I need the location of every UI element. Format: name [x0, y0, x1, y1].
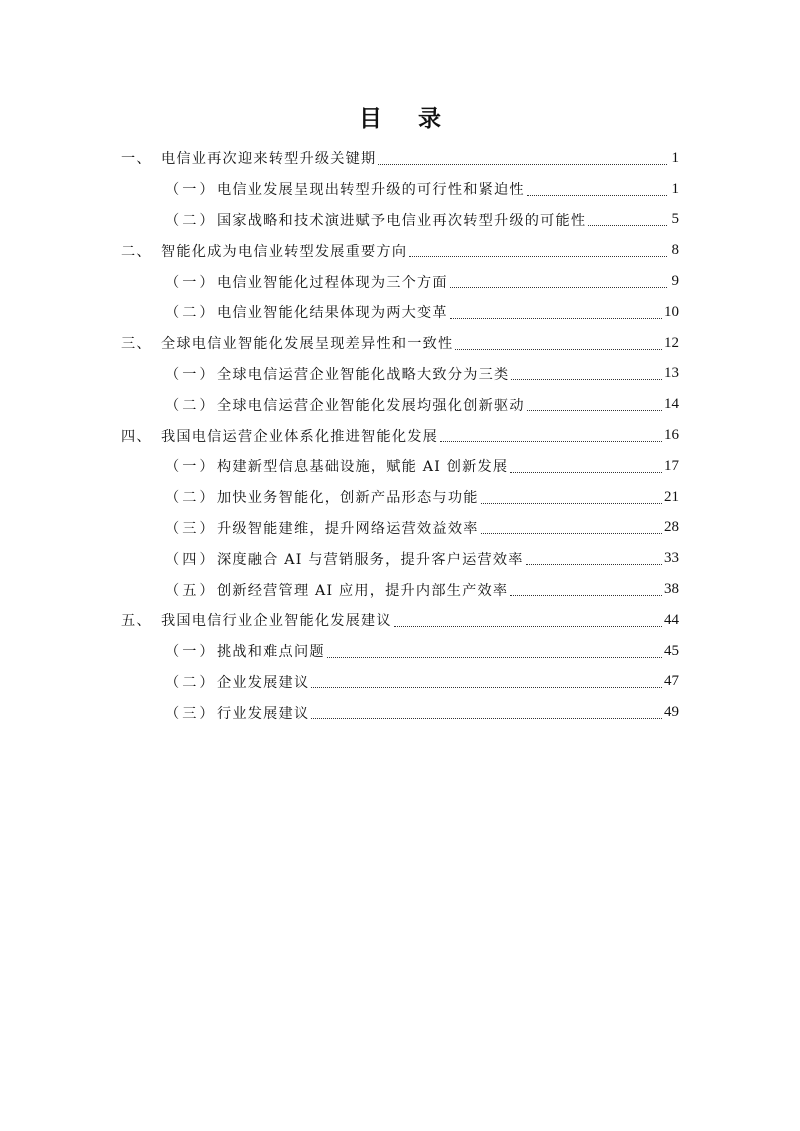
toc-entry-page-number: 28: [664, 519, 679, 536]
toc-title: 目 录: [358, 106, 455, 132]
toc-entry-page-number: 1: [671, 180, 679, 197]
dot-leader: [394, 625, 662, 627]
dot-leader: [526, 563, 662, 565]
toc-section-entry[interactable]: [0, 389, 800, 420]
toc-entry-number: （五）: [165, 582, 217, 599]
toc-section-entry[interactable]: [0, 697, 800, 728]
toc-entry-number: 一、: [121, 151, 152, 168]
toc-section-entry[interactable]: [0, 297, 800, 328]
toc-section-entry[interactable]: [0, 574, 800, 605]
toc-entry-page-number: 8: [671, 242, 679, 259]
dot-leader: [510, 471, 662, 473]
toc-entry-label: 电信业再次迎来转型升级关键期: [161, 151, 377, 168]
dot-leader: [481, 502, 662, 504]
toc-entry-label: 国家战略和技术演进赋予电信业再次转型升级的可能性: [217, 212, 587, 229]
toc-chapter-entry[interactable]: [0, 420, 800, 451]
toc-section-entry[interactable]: [0, 667, 800, 698]
toc-entry-page-number: 1: [671, 149, 679, 166]
toc-entry-page-number: 45: [664, 642, 679, 659]
toc-chapter-entry[interactable]: [0, 143, 800, 174]
toc-entry-number: （二）: [165, 397, 217, 414]
toc-chapter-entry[interactable]: [0, 328, 800, 359]
dot-leader: [510, 594, 662, 596]
toc-chapter-entry[interactable]: [0, 235, 800, 266]
toc-entry-number: （三）: [165, 705, 217, 722]
toc-entry-label: 智能化成为电信业转型发展重要方向: [161, 243, 408, 260]
toc-section-entry[interactable]: [0, 174, 800, 205]
toc-entry-page-number: 33: [664, 550, 679, 567]
toc-entry-page-number: 13: [664, 365, 679, 382]
toc-entry-number: （二）: [165, 674, 217, 691]
toc-entry-number: 四、: [121, 428, 152, 445]
toc-entry-page-number: 17: [664, 457, 679, 474]
dot-leader: [311, 717, 662, 719]
toc-section-entry[interactable]: [0, 543, 800, 574]
toc-entry-number: （一）: [165, 182, 217, 199]
toc-entry-page-number: 49: [664, 704, 679, 721]
toc-entry-label: 电信业发展呈现出转型升级的可行性和紧迫性: [217, 182, 525, 199]
dot-leader: [588, 224, 667, 226]
toc-chapter-entry[interactable]: [0, 605, 800, 636]
toc-entry-label: 创新经营管理 AI 应用，提升内部生产效率: [217, 582, 509, 599]
toc-section-entry[interactable]: [0, 205, 800, 236]
toc-entry-label: 电信业智能化结果体现为两大变革: [217, 305, 448, 322]
toc-section-entry[interactable]: [0, 266, 800, 297]
toc-entry-page-number: 38: [664, 581, 679, 598]
toc-entry-label: 全球电信业智能化发展呈现差异性和一致性: [161, 336, 454, 353]
dot-leader: [450, 317, 662, 319]
toc-entry-label: 全球电信运营企业智能化战略大致分为三类: [217, 366, 510, 383]
toc-entry-number: （三）: [165, 520, 217, 537]
dot-leader: [327, 656, 662, 658]
toc-entry-number: （二）: [165, 490, 217, 507]
dot-leader: [527, 194, 667, 196]
toc-entry-label: 企业发展建议: [217, 674, 310, 691]
toc-entry-number: （二）: [165, 305, 217, 322]
toc-entry-page-number: 12: [664, 334, 679, 351]
toc-entry-label: 加快业务智能化，创新产品形态与功能: [217, 490, 479, 507]
toc-entry-number: （二）: [165, 212, 217, 229]
dot-leader: [527, 409, 662, 411]
toc-entry-label: 电信业智能化过程体现为三个方面: [217, 274, 448, 291]
dot-leader: [455, 348, 662, 350]
toc-entry-label: 构建新型信息基础设施，赋能 AI 创新发展: [217, 459, 509, 476]
toc-entry-number: （一）: [165, 274, 217, 291]
toc-entry-label: 深度融合 AI 与营销服务，提升客户运营效率: [217, 551, 524, 568]
toc-entry-page-number: 21: [664, 488, 679, 505]
toc-entry-page-number: 5: [671, 211, 679, 228]
toc-entry-number: （一）: [165, 459, 217, 476]
toc-entry-number: （一）: [165, 366, 217, 383]
dot-leader: [450, 286, 667, 288]
toc-section-entry[interactable]: [0, 636, 800, 667]
dot-leader: [440, 440, 662, 442]
toc-section-entry[interactable]: [0, 513, 800, 544]
toc-entry-page-number: 44: [664, 611, 679, 628]
dot-leader: [311, 686, 662, 688]
toc-section-entry[interactable]: [0, 482, 800, 513]
toc-entry-label: 挑战和难点问题: [217, 644, 325, 661]
toc-entry-page-number: 47: [664, 673, 679, 690]
toc-entry-label: 我国电信运营企业体系化推进智能化发展: [161, 428, 438, 445]
toc-entry-label: 全球电信运营企业智能化发展均强化创新驱动: [217, 397, 525, 414]
toc-entry-page-number: 9: [671, 273, 679, 290]
toc-entry-number: 二、: [121, 243, 152, 260]
toc-entry-page-number: 16: [664, 427, 679, 444]
dot-leader: [511, 378, 662, 380]
toc-entry-label: 我国电信行业企业智能化发展建议: [161, 613, 392, 630]
toc-entry-number: （一）: [165, 644, 217, 661]
toc-entry-number: 三、: [121, 336, 152, 353]
dot-leader: [378, 163, 667, 165]
toc-entry-page-number: 10: [664, 303, 679, 320]
toc-entry-label: 行业发展建议: [217, 705, 310, 722]
toc-section-entry[interactable]: [0, 451, 800, 482]
toc-section-entry[interactable]: [0, 359, 800, 390]
toc-entry-page-number: 14: [664, 396, 679, 413]
toc-entry-label: 升级智能建维，提升网络运营效益效率: [217, 520, 479, 537]
dot-leader: [481, 532, 662, 534]
toc-list: [0, 143, 800, 728]
dot-leader: [409, 255, 667, 257]
toc-entry-number: （四）: [165, 551, 217, 568]
toc-entry-number: 五、: [121, 613, 152, 630]
